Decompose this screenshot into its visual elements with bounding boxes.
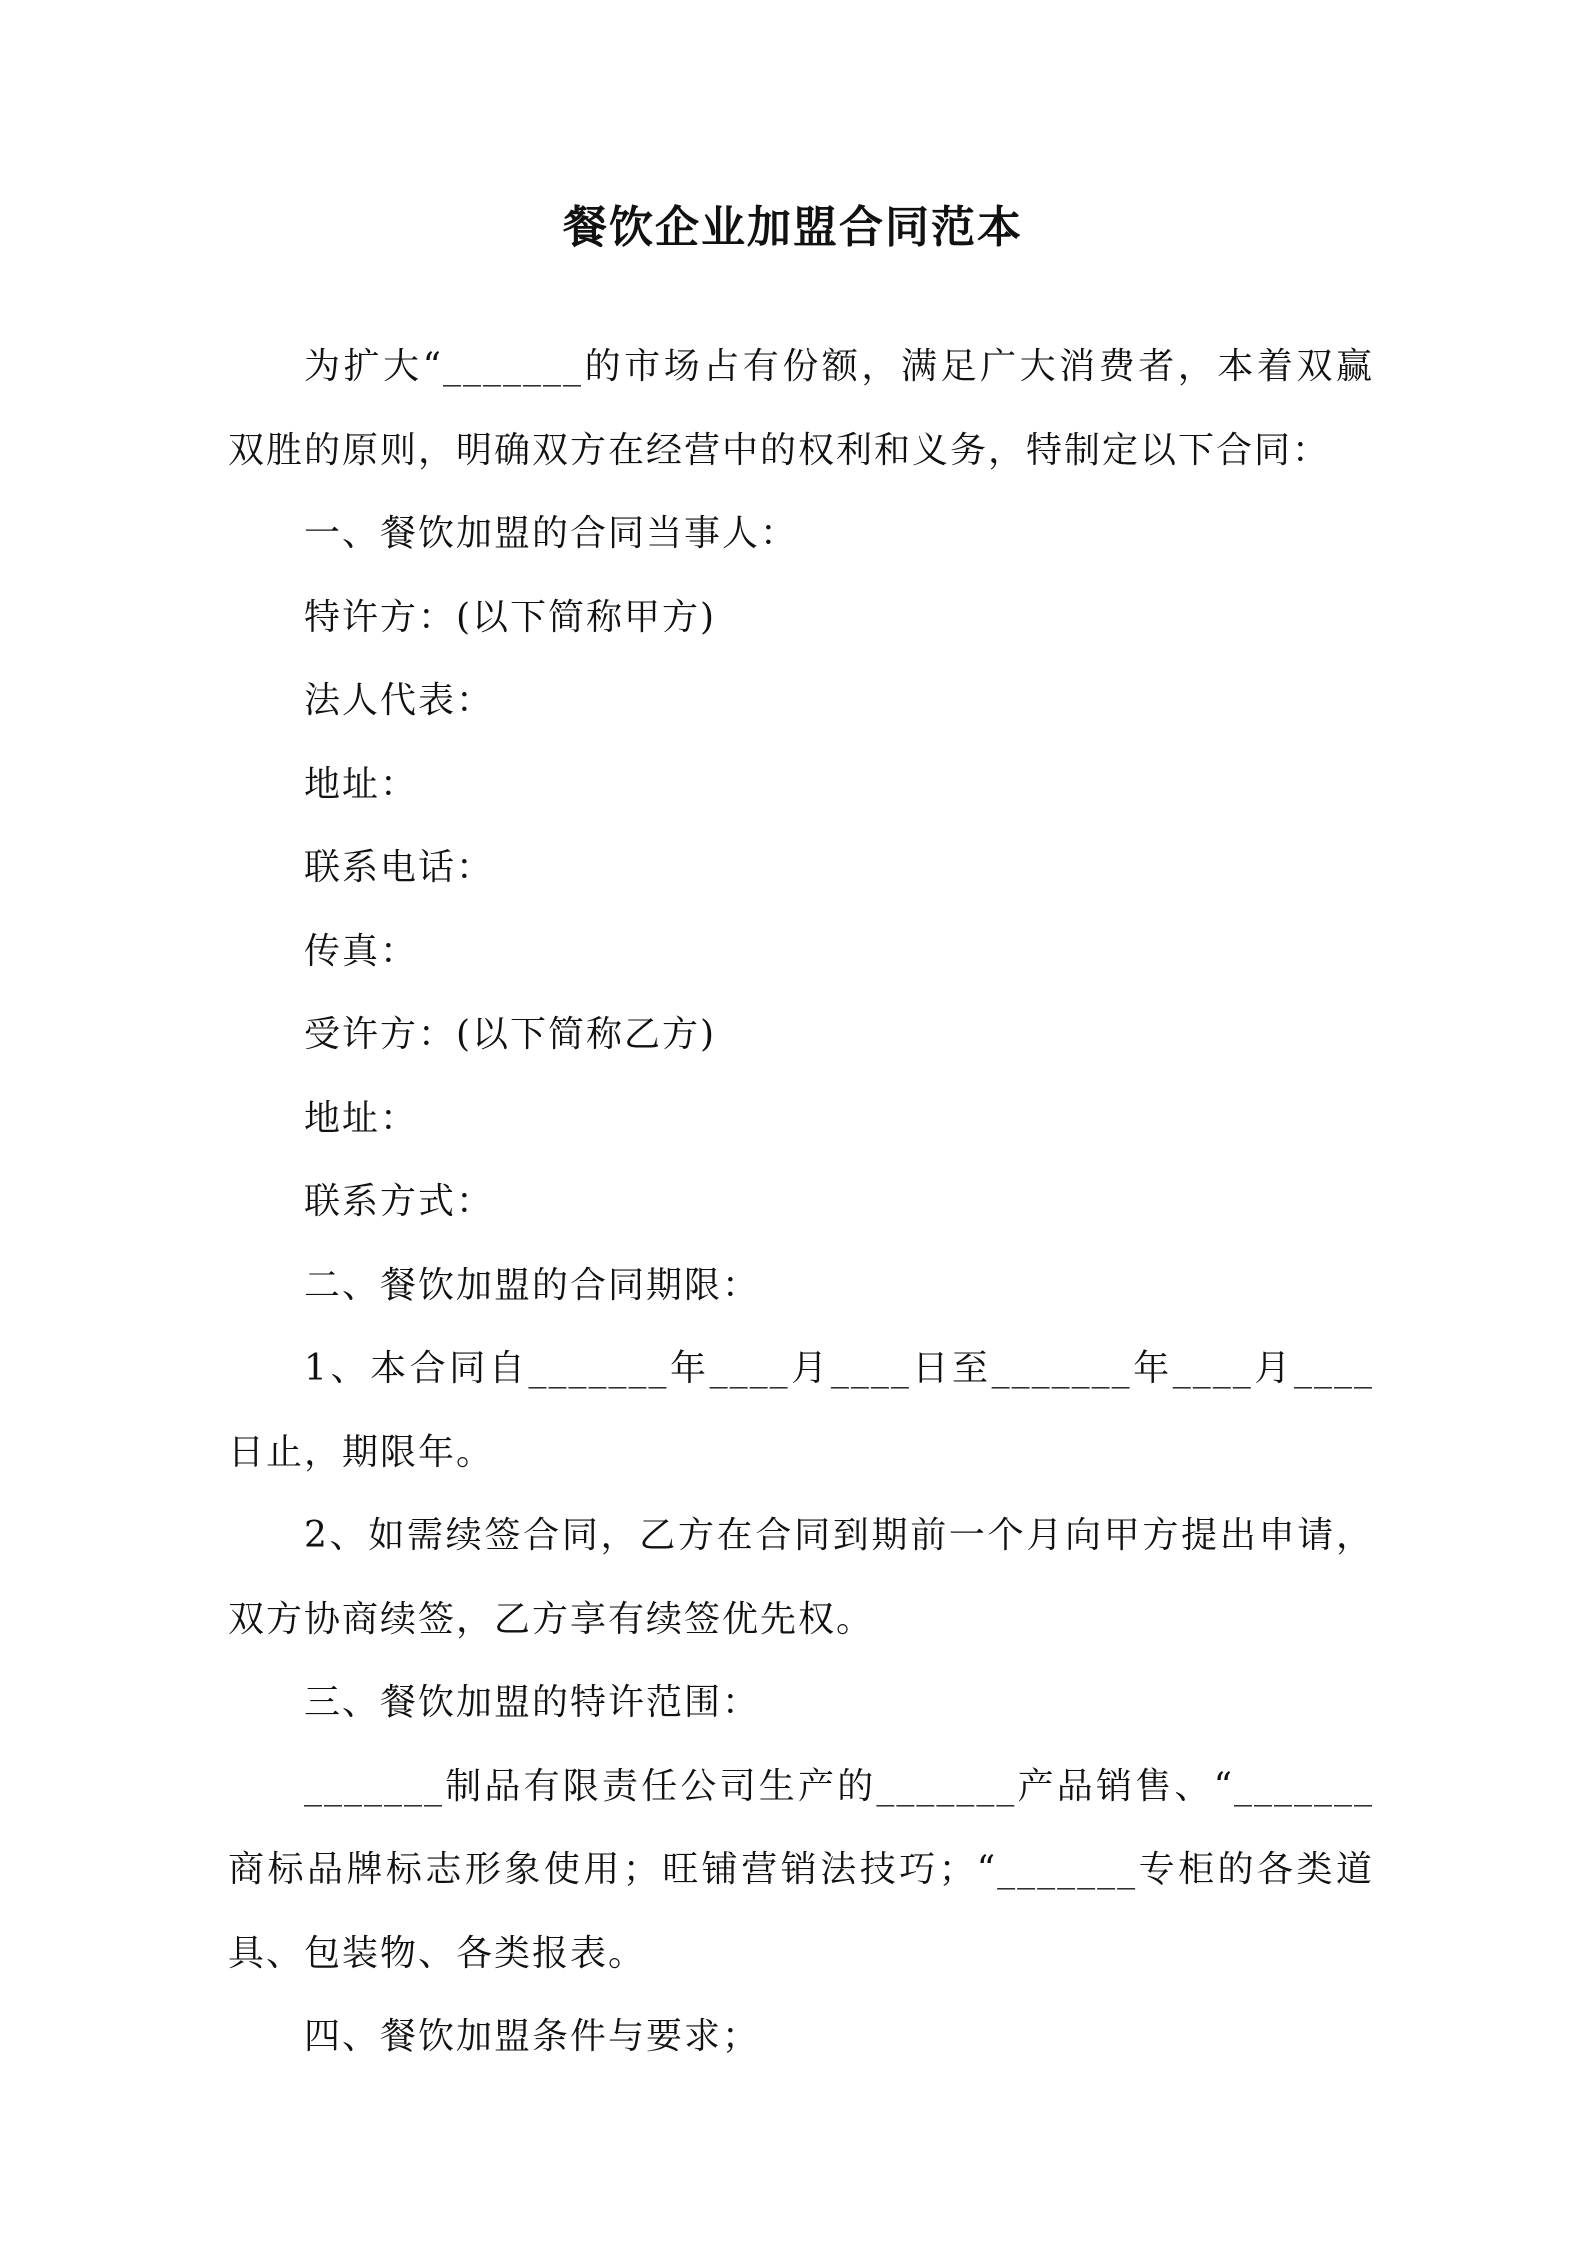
- field-franchisee-address: 地址：: [304, 1097, 419, 1139]
- field-contact: 联系方式：: [304, 1181, 495, 1222]
- clause-scope: _______制品有限责任公司生产的_______产品销售、“_______商标品牌标志形象使用；旺铺营销法技巧；“_______专柜的各类道具、包装物、各类报表。: [228, 1765, 1374, 1974]
- section-heading-scope: 三、餐饮加盟的特许范围：: [304, 1682, 761, 1723]
- document-body: [228, 325, 1374, 2079]
- field-phone: 联系电话：: [304, 847, 495, 888]
- paragraph-intro: 为扩大“_______的市场占有份额，满足广大消费者，本着双赢双胜的原则，明确双方在经营中的权利和义务，特制定以下合同：: [228, 346, 1374, 471]
- section-heading-term: 二、餐饮加盟的合同期限：: [304, 1264, 761, 1306]
- field-franchisor: 特许方：(以下简称甲方): [304, 596, 717, 638]
- field-fax: 传真：: [304, 930, 419, 972]
- section-heading-conditions: 四、餐饮加盟条件与要求；: [304, 2016, 761, 2057]
- field-franchisor-address: 地址：: [304, 763, 419, 805]
- field-legal-representative: 法人代表：: [304, 680, 495, 721]
- section-heading-parties: 一、餐饮加盟的合同当事人：: [304, 513, 799, 554]
- document-title: 餐饮企业加盟合同范本: [563, 202, 1023, 253]
- field-franchisee: 受许方：(以下简称乙方): [304, 1014, 717, 1055]
- clause-renewal: 2、如需续签合同，乙方在合同到期前一个月向甲方提出申请，双方协商续签，乙方享有续签优先权。: [228, 1515, 1374, 1640]
- clause-term-dates: 1、本合同自_______年____月____日至_______年____月____日止，期限年。: [228, 1348, 1374, 1473]
